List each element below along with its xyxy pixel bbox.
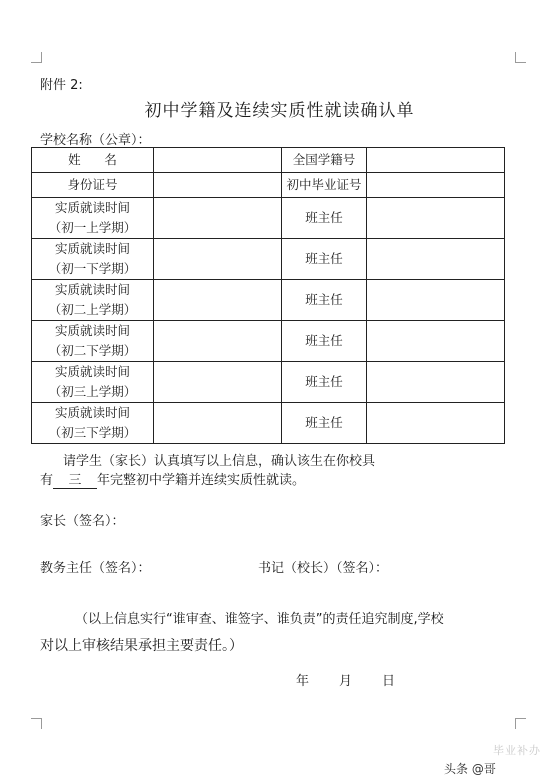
national-id-label: 全国学籍号 — [282, 148, 367, 173]
table-row — [32, 362, 505, 403]
date-line — [296, 670, 395, 689]
confirm-prefix: 有 — [40, 473, 54, 488]
teacher-label: 班主任 — [282, 403, 367, 444]
name-label: 姓 名 — [32, 148, 154, 173]
corner-mark-bottom-right — [515, 718, 526, 729]
name-field[interactable] — [154, 148, 282, 173]
teacher-label: 班主任 — [282, 362, 367, 403]
grad-cert-label: 初中毕业证号 — [282, 173, 367, 198]
period-field[interactable] — [154, 198, 282, 239]
teacher-field[interactable] — [367, 362, 505, 403]
confirmation-table — [31, 147, 505, 444]
confirm-line-2 — [40, 469, 305, 489]
corner-mark-bottom-left — [31, 718, 42, 729]
attachment-label: 附件 2: — [40, 78, 83, 93]
period-label — [32, 362, 154, 403]
dean-signature-label: 教务主任（签名）： — [40, 561, 151, 576]
table-row — [32, 321, 505, 362]
table-row — [32, 198, 505, 239]
period-field[interactable] — [154, 403, 282, 444]
table-row — [32, 148, 505, 173]
page-title: 初中学籍及连续实质性就读确认单 — [144, 101, 415, 121]
period-text: 实质就读时间 — [54, 405, 130, 420]
teacher-field[interactable] — [367, 198, 505, 239]
term-text: （初一上学期） — [48, 220, 137, 235]
period-field[interactable] — [154, 321, 282, 362]
watermark-text: 毕业补办 — [493, 744, 541, 757]
secretary-signature-label: 书记（校长）（签名）： — [258, 561, 389, 576]
period-field[interactable] — [154, 362, 282, 403]
teacher-label: 班主任 — [282, 239, 367, 280]
term-text: （初三上学期） — [48, 384, 137, 399]
confirm-line-1: 请学生（家长）认真填写以上信息，确认该生在你校具 — [63, 454, 376, 469]
teacher-field[interactable] — [367, 321, 505, 362]
table-row — [32, 280, 505, 321]
teacher-field[interactable] — [367, 239, 505, 280]
national-id-field[interactable] — [367, 148, 505, 173]
school-name-label: 学校名称（公章）： — [40, 133, 151, 148]
teacher-label: 班主任 — [282, 321, 367, 362]
id-card-field[interactable] — [154, 173, 282, 198]
period-text: 实质就读时间 — [54, 282, 130, 297]
date-month: 月 — [339, 674, 353, 689]
period-field[interactable] — [154, 239, 282, 280]
term-text: （初二上学期） — [48, 302, 137, 317]
grad-cert-field[interactable] — [367, 173, 505, 198]
period-label — [32, 239, 154, 280]
source-watermark: 头条 @哥 — [444, 762, 496, 776]
table-row — [32, 239, 505, 280]
date-day: 日 — [382, 674, 396, 689]
parent-signature-label: 家长（签名）： — [40, 514, 125, 529]
period-text: 实质就读时间 — [54, 364, 130, 379]
teacher-label: 班主任 — [282, 198, 367, 239]
period-text: 实质就读时间 — [54, 323, 130, 338]
confirm-suffix: 年完整初中学籍并连续实质性就读。 — [97, 473, 306, 488]
period-text: 实质就读时间 — [54, 241, 130, 256]
period-field[interactable] — [154, 280, 282, 321]
period-text: 实质就读时间 — [54, 200, 130, 215]
period-label — [32, 321, 154, 362]
teacher-label: 班主任 — [282, 280, 367, 321]
teacher-field[interactable] — [367, 403, 505, 444]
period-label — [32, 198, 154, 239]
period-label — [32, 280, 154, 321]
id-card-label: 身份证号 — [32, 173, 154, 198]
note-line-1: （以上信息实行“谁审查、谁签字、谁负责”的责任追究制度,学校 — [75, 612, 444, 627]
teacher-field[interactable] — [367, 280, 505, 321]
years-blank[interactable]: 三 — [53, 474, 97, 489]
table-row — [32, 403, 505, 444]
date-year: 年 — [296, 674, 310, 689]
corner-mark-top-right — [515, 52, 526, 63]
term-text: （初一下学期） — [48, 261, 137, 276]
term-text: （初三下学期） — [48, 425, 137, 440]
corner-mark-top-left — [31, 52, 42, 63]
period-label — [32, 403, 154, 444]
table-row — [32, 173, 505, 198]
term-text: （初二下学期） — [48, 343, 137, 358]
note-line-2: 对以上审核结果承担主要责任。） — [40, 638, 243, 654]
